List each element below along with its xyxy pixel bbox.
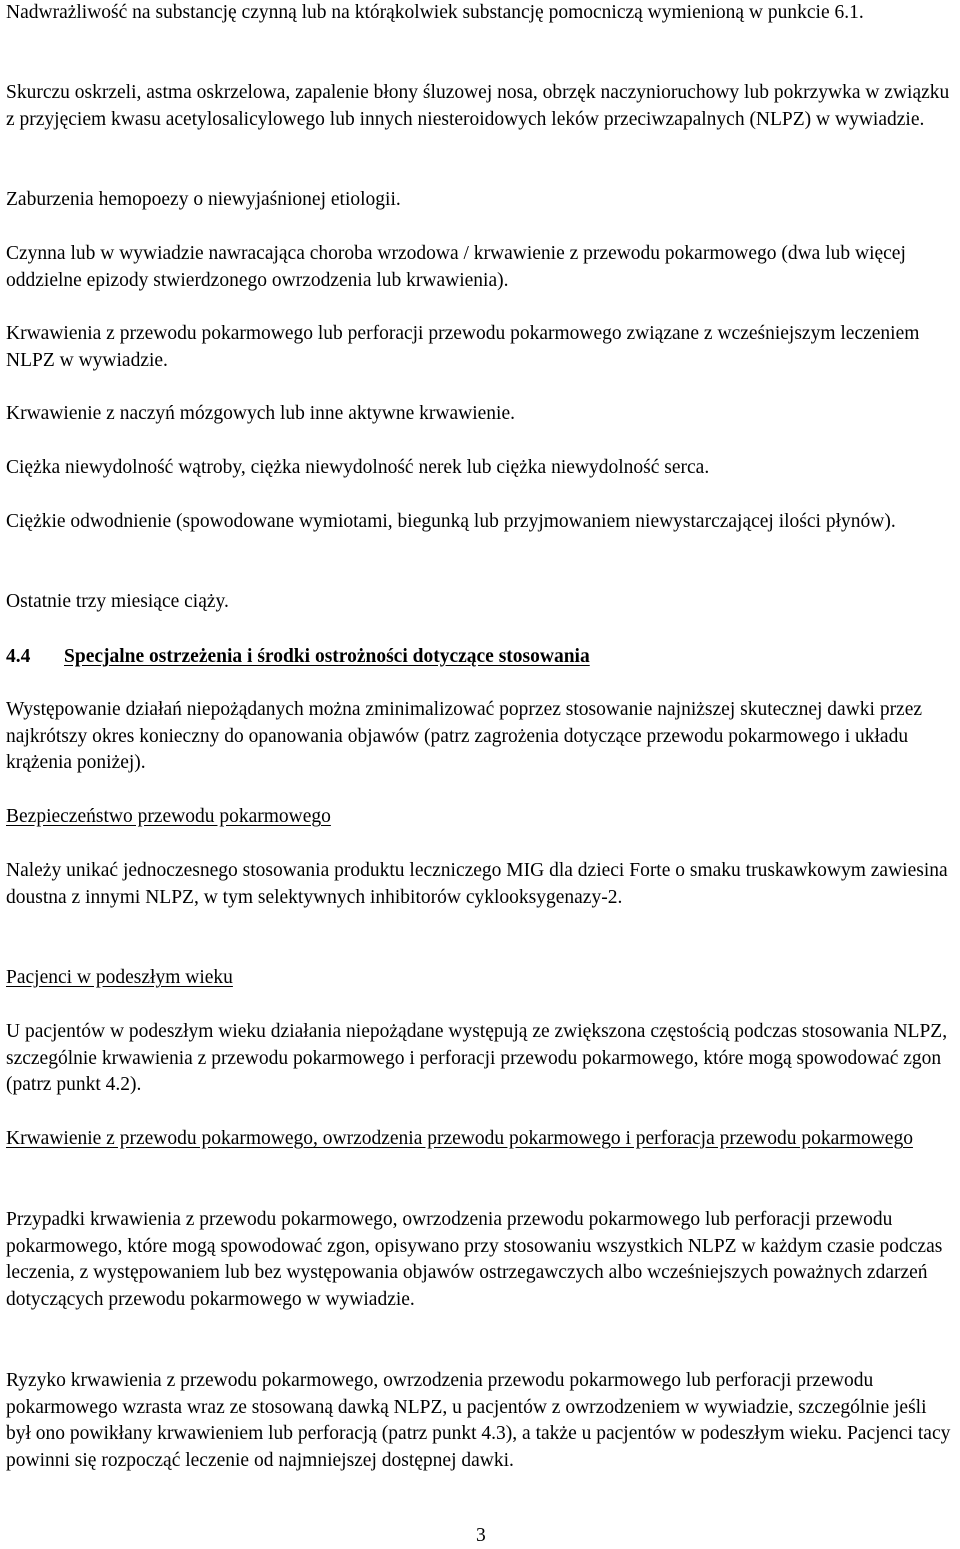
- contraindication-peptic-ulcer: Czynna lub w wywiadzie nawracająca choroba wrzodowa / krwawienie z przewodu pokarmowego (dwa lub więcej oddzielne epizody stwierdzonego owrzodzenia lub krwawienia).: [6, 243, 906, 291]
- paragraph-bleeding-cases: Przypadki krwawienia z przewodu pokarmowego, owrzodzenia przewodu pokarmowego lub perforacji przewodu pokarmowego, które mogą spowodować zgon, opisywano przy stosowaniu wszystkich NLPZ w każdym czasie podczas leczenia, z występowaniem lub bez występowania objawów ostrzegawczych albo wcześniejszych poważnych zdarzeń dotyczących przewodu pokarmowego w wywiadzie.: [6, 1209, 943, 1310]
- contraindication-pregnancy: Ostatnie trzy miesiące ciąży.: [6, 591, 229, 612]
- contraindication-organ-failure: Ciężka niewydolność wątroby, ciężka niewydolność nerek lub ciężka niewydolność serca.: [6, 457, 710, 478]
- paragraph-bleeding-risk: Ryzyko krwawienia z przewodu pokarmowego, owrzodzenia przewodu pokarmowego lub perforacji przewodu pokarmowego wzrasta wraz ze stosowaną dawką NLPZ, u pacjentów z owrzodzeniem w wywiadzie, szczególnie jeśli był ono powikłany krwawieniem lub perforacją (patrz punkt 4.3), a także u pacjentów w podeszłym wieku. Pacjenci tacy powinni się rozpocząć leczenie od najmniejszej dostępnej dawki.: [6, 1370, 951, 1471]
- subheading-gi-safety: Bezpieczeństwo przewodu pokarmowego: [6, 806, 331, 827]
- paragraph-avoid-concomitant: Należy unikać jednoczesnego stosowania produktu leczniczego MIG dla dzieci Forte o smaku truskawkowym zawiesina doustna z innymi NLPZ, w tym selektywnych inhibitorów cyklooksygenazy-2.: [6, 860, 948, 908]
- subheading-bleeding: Krwawienie z przewodu pokarmowego, owrzodzenia przewodu pokarmowego i perforacja przewodu pokarmowego: [6, 1128, 913, 1149]
- page-number: 3: [476, 1525, 486, 1546]
- paragraph-elderly: U pacjentów w podeszłym wieku działania niepożądane występują ze zwiększona częstością podczas stosowania NLPZ, szczególnie krwawienia z przewodu pokarmowego i perforacji przewodu pokarmowego, które mogą spowodować zgon (patrz punkt 4.2).: [6, 1021, 948, 1096]
- section-number: 4.4: [6, 646, 31, 667]
- contraindication-cerebral-bleeding: Krwawienie z naczyń mózgowych lub inne aktywne krwawienie.: [6, 403, 515, 424]
- contraindication-gi-bleeding: Krwawienia z przewodu pokarmowego lub perforacji przewodu pokarmowego związane z wcześniejszym leczeniem NLPZ w wywiadzie.: [6, 323, 920, 371]
- contraindication-bronchospasm: Skurczu oskrzeli, astma oskrzelowa, zapalenie błony śluzowej nosa, obrzęk naczynioruchowy lub pokrzywka w związku z przyjęciem kwasu acetylosalicylowego lub innych niesteroidowych leków przeciwzapalnych (NLPZ) w wywiadzie.: [6, 82, 950, 130]
- paragraph-minimize-effects: Występowanie działań niepożądanych można zminimalizować poprzez stosowanie najniższej skutecznej dawki przez najkrótszy okres konieczny do opanowania objawów (patrz zagrożenia dotyczące przewodu pokarmowego i układu krążenia poniżej).: [6, 699, 923, 774]
- subheading-elderly: Pacjenci w podeszłym wieku: [6, 967, 233, 988]
- section-heading: [6, 644, 590, 671]
- contraindication-hemopoiesis: Zaburzenia hemopoezy o niewyjaśnionej etiologii.: [6, 189, 401, 210]
- contraindication-hypersensitivity: Nadwrażliwość na substancję czynną lub na którąkolwiek substancję pomocniczą wymienioną w punkcie 6.1.: [6, 2, 864, 23]
- contraindication-dehydration: Ciężkie odwodnienie (spowodowane wymiotami, biegunką lub przyjmowaniem niewystarczającej ilości płynów).: [6, 511, 896, 532]
- section-title: Specjalne ostrzeżenia i środki ostrożności dotyczące stosowania: [64, 646, 590, 667]
